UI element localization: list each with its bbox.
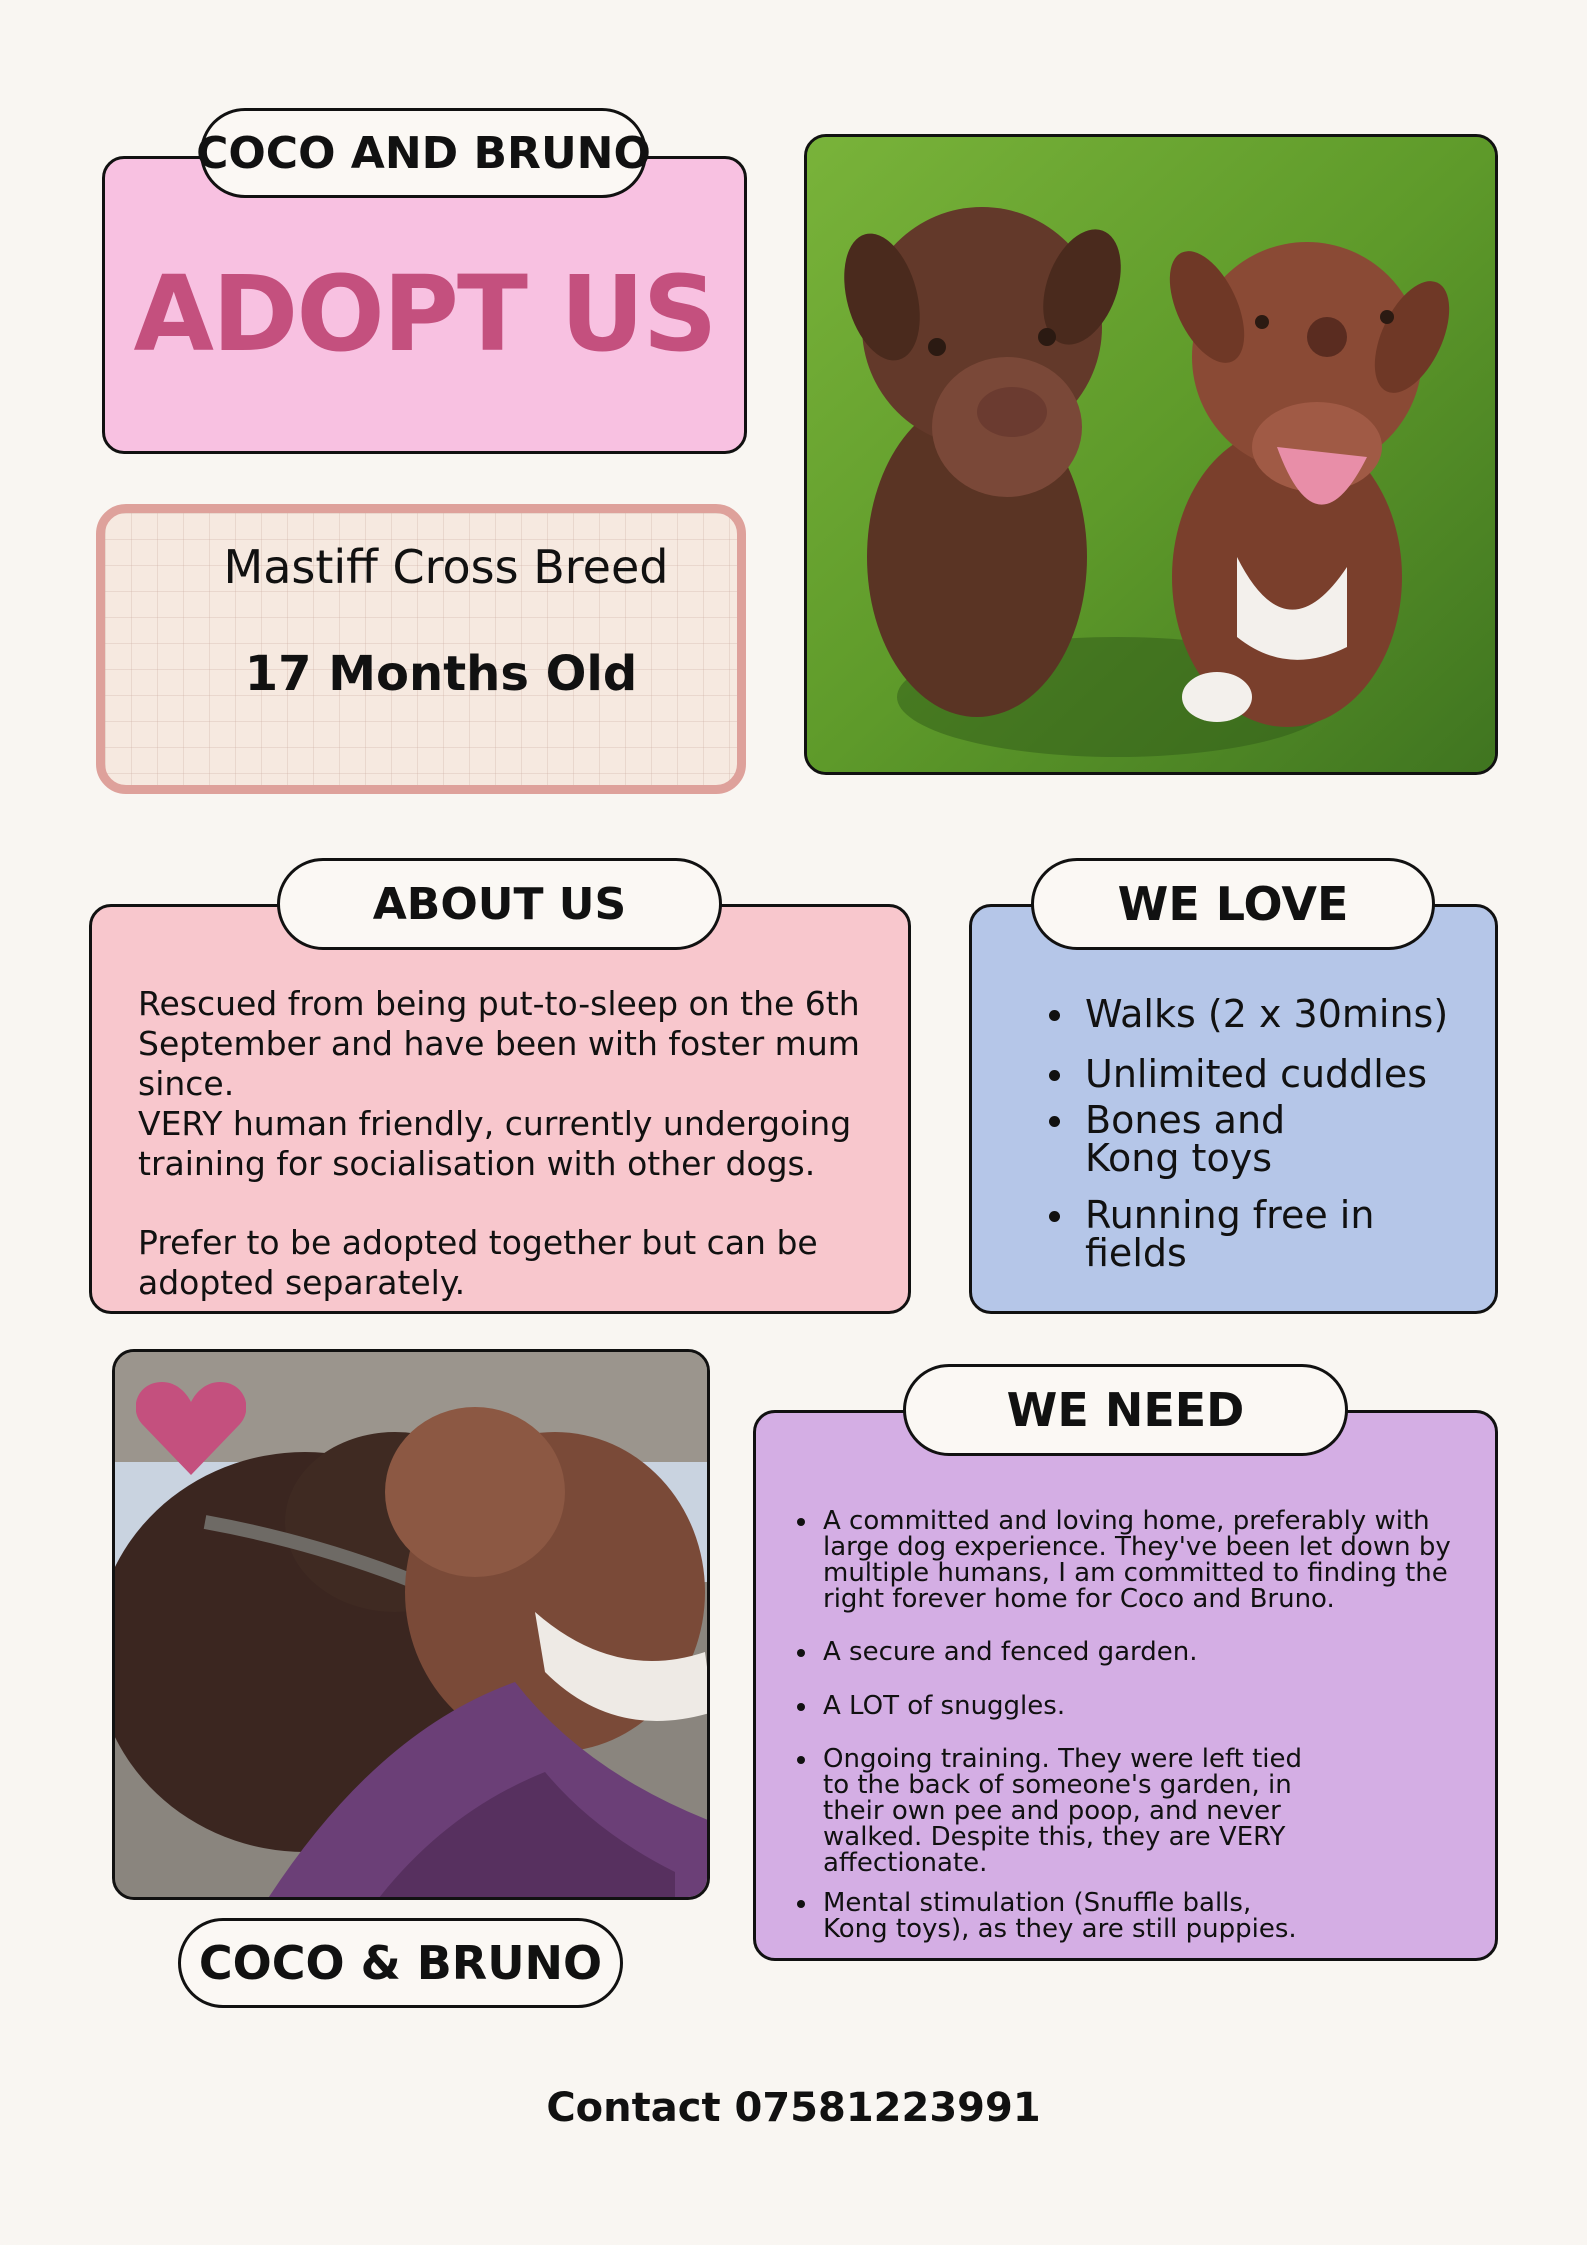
need-list-item: Ongoing training. They were left tied to the back of someone's garden, in their own pee and poop, and never walked. Despite this, they are VERY affectionate. [797,1746,1317,1876]
dogs-on-grass-photo [804,134,1498,775]
need-list-item: Mental stimulation (Snuffle balls, Kong toys), as they are still puppies. [797,1890,1317,1942]
love-list-item: Unlimited cuddles [1049,1055,1469,1093]
need-list-item: A secure and fenced garden. [797,1639,1477,1665]
dog-names-badge: COCO AND BRUNO [200,108,647,198]
we-need-panel [753,1410,1498,1961]
bullet-icon [1049,1010,1060,1021]
need-list-item: A LOT of snuggles. [797,1693,1477,1719]
love-list-item: Bones and Kong toys [1049,1101,1389,1177]
breed-label: Mastiff Cross Breed [223,540,669,594]
bullet-icon [797,1756,805,1764]
photo-caption-badge: COCO & BRUNO [178,1918,623,2008]
we-love-heading: WE LOVE [1031,858,1435,950]
about-us-heading: ABOUT US [277,858,722,950]
contact-phone: Contact 07581223991 [546,2085,1041,2131]
bullet-icon [797,1703,805,1711]
dogs-on-grass-illustration [807,137,1498,775]
heart-icon [136,1380,246,1475]
about-paragraph: Rescued from being put-to-sleep on the 6th September and have been with foster mum since. [138,984,860,1103]
about-paragraph: VERY human friendly, currently undergoing training for socialisation with other dogs. [138,1104,852,1183]
bullet-icon [1049,1211,1060,1222]
love-list-item: Running free in fields [1049,1196,1389,1272]
about-paragraph: Prefer to be adopted together but can be adopted separately. [138,1223,818,1302]
bullet-icon [797,1649,805,1657]
bullet-icon [797,1900,805,1908]
love-list-item: Walks (2 x 30mins) [1049,995,1469,1033]
bullet-icon [797,1518,805,1526]
bullet-icon [1049,1116,1060,1127]
need-list-item: A committed and loving home, preferably with large dog experience. They've been let down by multiple humans, I am committed to finding the right forever home for Coco and Bruno. [797,1508,1477,1612]
we-need-heading: WE NEED [903,1364,1348,1456]
bullet-icon [1049,1070,1060,1081]
adopt-us-title: ADOPT US [133,253,716,375]
age-label: 17 Months Old [244,646,638,702]
